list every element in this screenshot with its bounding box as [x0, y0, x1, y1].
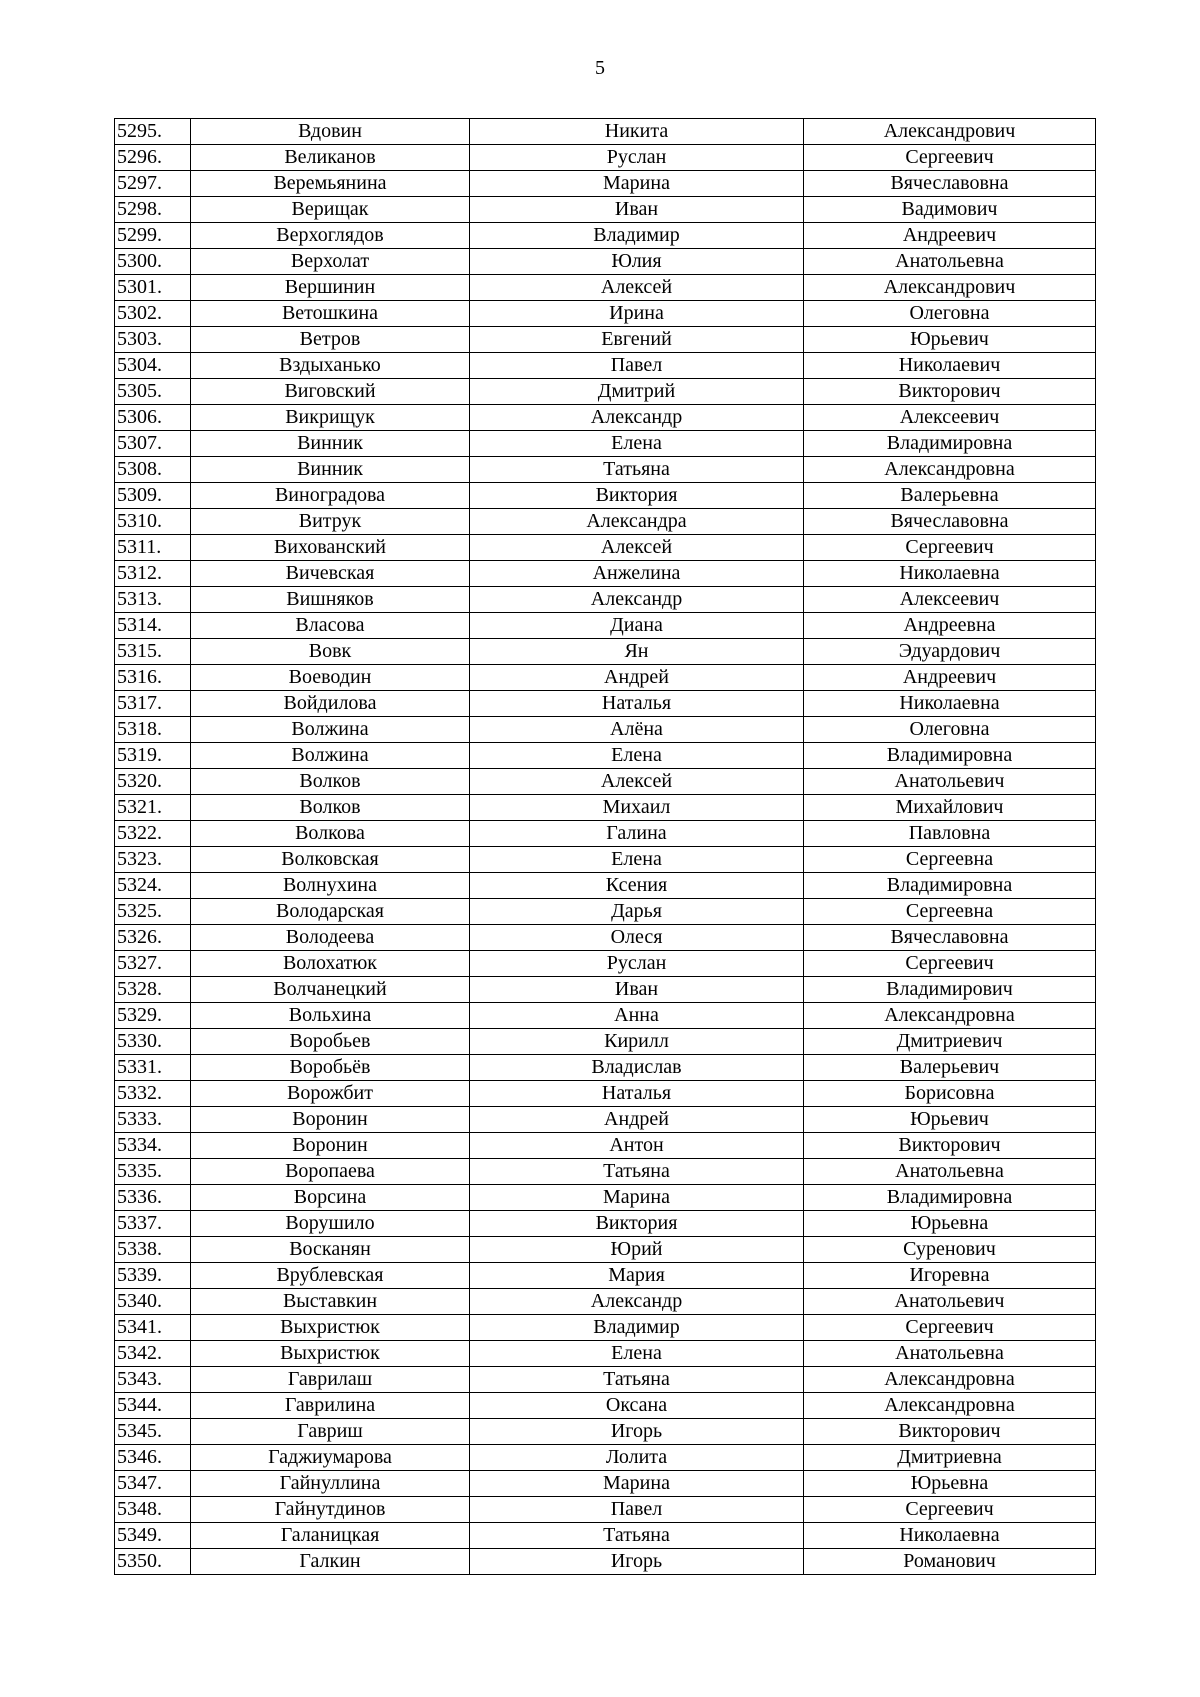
first-name-cell: Виктория: [470, 1211, 804, 1237]
row-number-cell: 5338.: [115, 1237, 191, 1263]
table-row: [115, 613, 1096, 639]
table-row: [115, 535, 1096, 561]
last-name-cell: Войдилова: [191, 691, 470, 717]
patronymic-cell: Михайлович: [804, 795, 1096, 821]
first-name-cell: Павел: [470, 353, 804, 379]
names-table: [114, 118, 1096, 1575]
first-name-cell: Наталья: [470, 1081, 804, 1107]
table-row: [115, 1471, 1096, 1497]
table-row: [115, 1393, 1096, 1419]
last-name-cell: Ветошкина: [191, 301, 470, 327]
row-number-cell: 5345.: [115, 1419, 191, 1445]
row-number-cell: 5331.: [115, 1055, 191, 1081]
row-number-cell: 5310.: [115, 509, 191, 535]
row-number-cell: 5326.: [115, 925, 191, 951]
last-name-cell: Воропаева: [191, 1159, 470, 1185]
first-name-cell: Алексей: [470, 275, 804, 301]
last-name-cell: Воеводин: [191, 665, 470, 691]
table-row: [115, 353, 1096, 379]
table-row: [115, 587, 1096, 613]
table-row: [115, 1081, 1096, 1107]
first-name-cell: Александра: [470, 509, 804, 535]
first-name-cell: Руслан: [470, 951, 804, 977]
first-name-cell: Елена: [470, 743, 804, 769]
last-name-cell: Великанов: [191, 145, 470, 171]
last-name-cell: Верхолат: [191, 249, 470, 275]
row-number-cell: 5295.: [115, 119, 191, 145]
last-name-cell: Виговский: [191, 379, 470, 405]
last-name-cell: Гаджиумарова: [191, 1445, 470, 1471]
first-name-cell: Татьяна: [470, 457, 804, 483]
first-name-cell: Антон: [470, 1133, 804, 1159]
last-name-cell: Ворожбит: [191, 1081, 470, 1107]
row-number-cell: 5307.: [115, 431, 191, 457]
first-name-cell: Владимир: [470, 1315, 804, 1341]
table-row: [115, 1237, 1096, 1263]
first-name-cell: Руслан: [470, 145, 804, 171]
patronymic-cell: Павловна: [804, 821, 1096, 847]
table-row: [115, 171, 1096, 197]
last-name-cell: Виноградова: [191, 483, 470, 509]
patronymic-cell: Владимирович: [804, 977, 1096, 1003]
last-name-cell: Ворсина: [191, 1185, 470, 1211]
table-row: [115, 1289, 1096, 1315]
row-number-cell: 5319.: [115, 743, 191, 769]
row-number-cell: 5335.: [115, 1159, 191, 1185]
row-number-cell: 5323.: [115, 847, 191, 873]
last-name-cell: Воробьев: [191, 1029, 470, 1055]
table-row: [115, 1419, 1096, 1445]
last-name-cell: Винник: [191, 431, 470, 457]
row-number-cell: 5296.: [115, 145, 191, 171]
last-name-cell: Воробьёв: [191, 1055, 470, 1081]
first-name-cell: Юрий: [470, 1237, 804, 1263]
page-number: 5: [595, 57, 605, 79]
row-number-cell: 5324.: [115, 873, 191, 899]
patronymic-cell: Сергеевич: [804, 1315, 1096, 1341]
table-row: [115, 1055, 1096, 1081]
last-name-cell: Веремьянина: [191, 171, 470, 197]
table-row: [115, 1445, 1096, 1471]
table-row: [115, 873, 1096, 899]
patronymic-cell: Юрьевна: [804, 1471, 1096, 1497]
first-name-cell: Елена: [470, 847, 804, 873]
last-name-cell: Володарская: [191, 899, 470, 925]
table-row: [115, 1029, 1096, 1055]
patronymic-cell: Романович: [804, 1549, 1096, 1575]
first-name-cell: Мария: [470, 1263, 804, 1289]
row-number-cell: 5302.: [115, 301, 191, 327]
last-name-cell: Гайнуллина: [191, 1471, 470, 1497]
last-name-cell: Волохатюк: [191, 951, 470, 977]
row-number-cell: 5301.: [115, 275, 191, 301]
table-row: [115, 639, 1096, 665]
table-row: [115, 197, 1096, 223]
last-name-cell: Гайнутдинов: [191, 1497, 470, 1523]
table-row: [115, 405, 1096, 431]
row-number-cell: 5318.: [115, 717, 191, 743]
last-name-cell: Галкин: [191, 1549, 470, 1575]
table-row: [115, 1549, 1096, 1575]
last-name-cell: Волкова: [191, 821, 470, 847]
patronymic-cell: Сергеевна: [804, 899, 1096, 925]
row-number-cell: 5332.: [115, 1081, 191, 1107]
row-number-cell: 5327.: [115, 951, 191, 977]
table-row: [115, 1185, 1096, 1211]
patronymic-cell: Анатольевна: [804, 249, 1096, 275]
last-name-cell: Выхристюк: [191, 1341, 470, 1367]
patronymic-cell: Эдуардович: [804, 639, 1096, 665]
patronymic-cell: Дмитриевна: [804, 1445, 1096, 1471]
table-row: [115, 925, 1096, 951]
last-name-cell: Викрищук: [191, 405, 470, 431]
patronymic-cell: Юрьевич: [804, 327, 1096, 353]
last-name-cell: Вичевская: [191, 561, 470, 587]
last-name-cell: Волжина: [191, 717, 470, 743]
first-name-cell: Алексей: [470, 535, 804, 561]
patronymic-cell: Юрьевна: [804, 1211, 1096, 1237]
patronymic-cell: Владимировна: [804, 1185, 1096, 1211]
table-row: [115, 743, 1096, 769]
table-row: [115, 483, 1096, 509]
table-row: [115, 145, 1096, 171]
table-row: [115, 847, 1096, 873]
row-number-cell: 5325.: [115, 899, 191, 925]
last-name-cell: Володеева: [191, 925, 470, 951]
row-number-cell: 5333.: [115, 1107, 191, 1133]
patronymic-cell: Валерьевна: [804, 483, 1096, 509]
first-name-cell: Александр: [470, 405, 804, 431]
last-name-cell: Вершинин: [191, 275, 470, 301]
table-row: [115, 769, 1096, 795]
first-name-cell: Владимир: [470, 223, 804, 249]
first-name-cell: Марина: [470, 1471, 804, 1497]
patronymic-cell: Андреевна: [804, 613, 1096, 639]
patronymic-cell: Николаевна: [804, 691, 1096, 717]
first-name-cell: Андрей: [470, 1107, 804, 1133]
patronymic-cell: Александрович: [804, 275, 1096, 301]
first-name-cell: Диана: [470, 613, 804, 639]
table-row: [115, 301, 1096, 327]
table-row: [115, 1263, 1096, 1289]
patronymic-cell: Валерьевич: [804, 1055, 1096, 1081]
first-name-cell: Анна: [470, 1003, 804, 1029]
first-name-cell: Владислав: [470, 1055, 804, 1081]
patronymic-cell: Андреевич: [804, 223, 1096, 249]
last-name-cell: Верищак: [191, 197, 470, 223]
patronymic-cell: Викторович: [804, 379, 1096, 405]
row-number-cell: 5305.: [115, 379, 191, 405]
row-number-cell: 5349.: [115, 1523, 191, 1549]
row-number-cell: 5321.: [115, 795, 191, 821]
first-name-cell: Анжелина: [470, 561, 804, 587]
table-row: [115, 1341, 1096, 1367]
row-number-cell: 5306.: [115, 405, 191, 431]
row-number-cell: 5314.: [115, 613, 191, 639]
patronymic-cell: Сергеевич: [804, 1497, 1096, 1523]
table-row: [115, 1107, 1096, 1133]
last-name-cell: Ветров: [191, 327, 470, 353]
last-name-cell: Волков: [191, 795, 470, 821]
patronymic-cell: Николаевич: [804, 353, 1096, 379]
patronymic-cell: Николаевна: [804, 1523, 1096, 1549]
last-name-cell: Вихованский: [191, 535, 470, 561]
last-name-cell: Галаницкая: [191, 1523, 470, 1549]
row-number-cell: 5339.: [115, 1263, 191, 1289]
first-name-cell: Галина: [470, 821, 804, 847]
table-row: [115, 119, 1096, 145]
first-name-cell: Дарья: [470, 899, 804, 925]
table-row: [115, 1003, 1096, 1029]
row-number-cell: 5303.: [115, 327, 191, 353]
last-name-cell: Волнухина: [191, 873, 470, 899]
patronymic-cell: Олеговна: [804, 717, 1096, 743]
first-name-cell: Ирина: [470, 301, 804, 327]
row-number-cell: 5330.: [115, 1029, 191, 1055]
first-name-cell: Алексей: [470, 769, 804, 795]
row-number-cell: 5320.: [115, 769, 191, 795]
last-name-cell: Выставкин: [191, 1289, 470, 1315]
row-number-cell: 5299.: [115, 223, 191, 249]
last-name-cell: Витрук: [191, 509, 470, 535]
first-name-cell: Елена: [470, 431, 804, 457]
table-row: [115, 1367, 1096, 1393]
table-row: [115, 1315, 1096, 1341]
row-number-cell: 5340.: [115, 1289, 191, 1315]
last-name-cell: Воронин: [191, 1133, 470, 1159]
row-number-cell: 5297.: [115, 171, 191, 197]
row-number-cell: 5329.: [115, 1003, 191, 1029]
patronymic-cell: Вадимович: [804, 197, 1096, 223]
last-name-cell: Волжина: [191, 743, 470, 769]
first-name-cell: Павел: [470, 1497, 804, 1523]
first-name-cell: Дмитрий: [470, 379, 804, 405]
table-row: [115, 665, 1096, 691]
row-number-cell: 5341.: [115, 1315, 191, 1341]
patronymic-cell: Александровна: [804, 1393, 1096, 1419]
patronymic-cell: Владимировна: [804, 873, 1096, 899]
first-name-cell: Марина: [470, 171, 804, 197]
first-name-cell: Лолита: [470, 1445, 804, 1471]
row-number-cell: 5311.: [115, 535, 191, 561]
first-name-cell: Михаил: [470, 795, 804, 821]
row-number-cell: 5347.: [115, 1471, 191, 1497]
table-row: [115, 717, 1096, 743]
patronymic-cell: Александровна: [804, 1367, 1096, 1393]
patronymic-cell: Алексеевич: [804, 587, 1096, 613]
last-name-cell: Вовк: [191, 639, 470, 665]
table-row: [115, 327, 1096, 353]
first-name-cell: Татьяна: [470, 1159, 804, 1185]
patronymic-cell: Борисовна: [804, 1081, 1096, 1107]
row-number-cell: 5300.: [115, 249, 191, 275]
row-number-cell: 5316.: [115, 665, 191, 691]
patronymic-cell: Анатольевна: [804, 1341, 1096, 1367]
table-row: [115, 561, 1096, 587]
patronymic-cell: Анатольевич: [804, 1289, 1096, 1315]
patronymic-cell: Алексеевич: [804, 405, 1096, 431]
row-number-cell: 5344.: [115, 1393, 191, 1419]
patronymic-cell: Андреевич: [804, 665, 1096, 691]
table-row: [115, 1159, 1096, 1185]
first-name-cell: Виктория: [470, 483, 804, 509]
row-number-cell: 5346.: [115, 1445, 191, 1471]
last-name-cell: Волков: [191, 769, 470, 795]
patronymic-cell: Суренович: [804, 1237, 1096, 1263]
last-name-cell: Воронин: [191, 1107, 470, 1133]
first-name-cell: Игорь: [470, 1549, 804, 1575]
row-number-cell: 5328.: [115, 977, 191, 1003]
last-name-cell: Вольхина: [191, 1003, 470, 1029]
patronymic-cell: Владимировна: [804, 431, 1096, 457]
patronymic-cell: Вячеславовна: [804, 925, 1096, 951]
last-name-cell: Выхристюк: [191, 1315, 470, 1341]
first-name-cell: Ян: [470, 639, 804, 665]
patronymic-cell: Сергеевич: [804, 535, 1096, 561]
table-row: [115, 899, 1096, 925]
patronymic-cell: Сергеевна: [804, 847, 1096, 873]
first-name-cell: Иван: [470, 197, 804, 223]
names-table-body: [115, 119, 1096, 1575]
table-row: [115, 691, 1096, 717]
row-number-cell: 5348.: [115, 1497, 191, 1523]
last-name-cell: Вишняков: [191, 587, 470, 613]
last-name-cell: Волчанецкий: [191, 977, 470, 1003]
patronymic-cell: Игоревна: [804, 1263, 1096, 1289]
row-number-cell: 5343.: [115, 1367, 191, 1393]
table-row: [115, 457, 1096, 483]
first-name-cell: Никита: [470, 119, 804, 145]
patronymic-cell: Вячеславовна: [804, 171, 1096, 197]
table-row: [115, 249, 1096, 275]
first-name-cell: Евгений: [470, 327, 804, 353]
first-name-cell: Юлия: [470, 249, 804, 275]
first-name-cell: Наталья: [470, 691, 804, 717]
patronymic-cell: Викторович: [804, 1133, 1096, 1159]
patronymic-cell: Дмитриевич: [804, 1029, 1096, 1055]
first-name-cell: Татьяна: [470, 1523, 804, 1549]
table-row: [115, 1497, 1096, 1523]
first-name-cell: Олеся: [470, 925, 804, 951]
first-name-cell: Иван: [470, 977, 804, 1003]
table-row: [115, 509, 1096, 535]
table-row: [115, 1211, 1096, 1237]
last-name-cell: Вдовин: [191, 119, 470, 145]
row-number-cell: 5322.: [115, 821, 191, 847]
patronymic-cell: Александровна: [804, 457, 1096, 483]
table-row: [115, 379, 1096, 405]
row-number-cell: 5342.: [115, 1341, 191, 1367]
table-row: [115, 951, 1096, 977]
row-number-cell: 5334.: [115, 1133, 191, 1159]
table-row: [115, 977, 1096, 1003]
first-name-cell: Оксана: [470, 1393, 804, 1419]
patronymic-cell: Владимировна: [804, 743, 1096, 769]
row-number-cell: 5312.: [115, 561, 191, 587]
table-row: [115, 223, 1096, 249]
table-row: [115, 1133, 1096, 1159]
patronymic-cell: Викторович: [804, 1419, 1096, 1445]
first-name-cell: Игорь: [470, 1419, 804, 1445]
first-name-cell: Марина: [470, 1185, 804, 1211]
last-name-cell: Вздыханько: [191, 353, 470, 379]
patronymic-cell: Александрович: [804, 119, 1096, 145]
patronymic-cell: Анатольевна: [804, 1159, 1096, 1185]
first-name-cell: Кирилл: [470, 1029, 804, 1055]
first-name-cell: Татьяна: [470, 1367, 804, 1393]
patronymic-cell: Олеговна: [804, 301, 1096, 327]
table-row: [115, 275, 1096, 301]
last-name-cell: Винник: [191, 457, 470, 483]
last-name-cell: Гаврилина: [191, 1393, 470, 1419]
last-name-cell: Гаврилаш: [191, 1367, 470, 1393]
first-name-cell: Алёна: [470, 717, 804, 743]
patronymic-cell: Сергеевич: [804, 951, 1096, 977]
last-name-cell: Восканян: [191, 1237, 470, 1263]
last-name-cell: Власова: [191, 613, 470, 639]
table-row: [115, 431, 1096, 457]
row-number-cell: 5337.: [115, 1211, 191, 1237]
first-name-cell: Александр: [470, 1289, 804, 1315]
patronymic-cell: Александровна: [804, 1003, 1096, 1029]
patronymic-cell: Анатольевич: [804, 769, 1096, 795]
row-number-cell: 5304.: [115, 353, 191, 379]
row-number-cell: 5308.: [115, 457, 191, 483]
patronymic-cell: Юрьевич: [804, 1107, 1096, 1133]
last-name-cell: Ворушило: [191, 1211, 470, 1237]
row-number-cell: 5317.: [115, 691, 191, 717]
last-name-cell: Врублевская: [191, 1263, 470, 1289]
row-number-cell: 5313.: [115, 587, 191, 613]
row-number-cell: 5309.: [115, 483, 191, 509]
row-number-cell: 5315.: [115, 639, 191, 665]
row-number-cell: 5298.: [115, 197, 191, 223]
first-name-cell: Александр: [470, 587, 804, 613]
table-row: [115, 821, 1096, 847]
table-row: [115, 795, 1096, 821]
last-name-cell: Волковская: [191, 847, 470, 873]
last-name-cell: Гавриш: [191, 1419, 470, 1445]
patronymic-cell: Сергеевич: [804, 145, 1096, 171]
last-name-cell: Верхоглядов: [191, 223, 470, 249]
first-name-cell: Андрей: [470, 665, 804, 691]
table-row: [115, 1523, 1096, 1549]
first-name-cell: Елена: [470, 1341, 804, 1367]
patronymic-cell: Вячеславовна: [804, 509, 1096, 535]
patronymic-cell: Николаевна: [804, 561, 1096, 587]
first-name-cell: Ксения: [470, 873, 804, 899]
row-number-cell: 5350.: [115, 1549, 191, 1575]
row-number-cell: 5336.: [115, 1185, 191, 1211]
